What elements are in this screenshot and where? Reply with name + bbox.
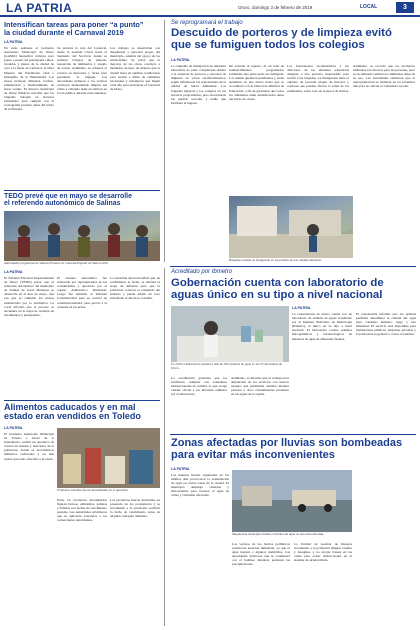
article-2-column: De acuerdo al reporte, de un total de establecimientos programados solamente una parte pudo ser fumigada. Los demás quedaron pendientes y serán atendidos en una nueva fecha que se coordinará con la Dirección Distrital de Educación, a fin de garantizar que todos los ambientes estén desinfectados antes del inicio de clases. xyxy=(229,64,284,101)
section-name: LOCAL xyxy=(360,4,378,10)
article-4-photo xyxy=(171,306,289,362)
headline-line: Descuido de porteros y de limpieza evitó xyxy=(171,27,392,39)
page-number: 3 xyxy=(396,2,414,13)
fumigation-photo-icon xyxy=(229,196,353,258)
article-6-column: Las intensas lluvias registradas en los últimos días provocaron la acumulación de agua en varias zonas de la ciudad. El municipio desplegó cisternas y motobombas para evacuar el agua de calles y viviendas afectadas. xyxy=(171,473,229,498)
article-1-column: Se prioriza la ruta del Carnaval, desde la avenida Cívica hasta el Santuario del Socavón, donde se realizan trabajos de pintado, reposición de luminarias y arreglo de aceras. Asimismo, se refuerza el control en mercados y ferias para garantizar la higiene. Las autoridades pidieron a los vecinos colaborar manteniendo limpias sus calles y evitando dejar escombros en la vía pública durante estas semanas. xyxy=(57,46,107,96)
headline-line: estado eran vendidos en Toledo xyxy=(4,411,141,422)
article-6-column: La Unidad de Gestión de Riesgos recomendó a la población limpiar canales y desagües, y no arrojar basura en las calles para evitar obstrucciones en el sistema de alcantarillado. xyxy=(294,542,352,563)
article-6-tag: LA PATRIA xyxy=(171,467,190,471)
expired-food-photo-icon xyxy=(57,428,160,488)
section-divider xyxy=(170,434,416,435)
column-divider xyxy=(164,20,165,262)
article-5-caption: Productos vencidos fueron decomisados en el operativo. xyxy=(57,488,129,492)
section-divider xyxy=(4,400,160,401)
article-1-tag: LA PATRIA xyxy=(4,40,23,44)
article-6-column: Los vecinos de los barrios periféricos solicitaron atención inmediata, ya que el agua ingresó a algunos domicilios. Las autoridades indicaron que se continuará con el bombeo mientras persistan las precipitaciones. xyxy=(232,542,290,567)
article-4-column: El responsable informó que los análisis permiten determinar la calidad del agua para consumo humano, riego y uso industrial. El servicio está disponible para instituciones públicas, empresas privadas y la población en general a costos accesibles. xyxy=(356,312,416,337)
article-6-photo xyxy=(232,470,352,532)
article-2-column: Asimismo, se recordó que los productos utilizados son inocuos para las personas, pero se recomienda ventilar los ambientes antes de su uso. Las autoridades señalaron que la reprogramación se realizará en los próximos días para no afectar el calendario escolar. xyxy=(353,64,415,89)
article-4-caption: En 2018 el laboratorio atendió a más de 200 usuarios de agua en los 35 municipios de Oruro. xyxy=(171,362,283,370)
article-2-caption: Brigadas realizan la fumigación en los predios de una unidad educativa. xyxy=(229,258,322,262)
headline-line: el referendo autonómico de Salinas xyxy=(4,200,121,208)
article-5-column: Los productos fueron destruidos en presencia de los propietarios y se recomendó a la población verificar la fecha de vencimiento antes de adquirir cualquier alimento. xyxy=(110,498,160,519)
flood-pumping-photo-icon xyxy=(232,470,352,532)
headline-line: Intensifican tareas para poner “a punto” xyxy=(4,20,144,29)
article-5-tag: LA PATRIA xyxy=(4,426,23,430)
article-3-photo xyxy=(4,211,160,261)
article-2-column: Los funcionarios recomendaron a los directores de las unidades educativas designar a una persona responsable para recibir a las brigadas. La fumigación tiene el objetivo de prevenir plagas de insectos y roedores que pueden afectar la salud de los estudiantes, sobre todo en la época de lluvias. xyxy=(287,64,349,93)
section-divider xyxy=(170,266,416,267)
newspaper-logo: LA PATRIA xyxy=(6,1,73,15)
dateline: Oruro, domingo 3 de febrero de 2019 xyxy=(238,5,313,10)
article-3-column: El estatuto autonómico fue elaborado por representantes de las comunidades y aprobado por el órgano deliberativo municipal. Luego fue remitido al Tribunal Constitucional para su control de constitucionalidad, paso previo a la consulta en las urnas. xyxy=(57,276,107,309)
article-3-column: El Tribunal Electoral Departamental de Oruro (TEDO) prevé que el referendo autonómico del municipio de Salinas de Garci Mendoza se desarrolle en el mes de mayo, una vez que se cumplan los plazos establecidos por la normativa. La vocal informó que el proceso se encuentra en la etapa de revisión de documentos y presupuesto. xyxy=(4,276,54,317)
authorities-photo-icon xyxy=(4,211,160,261)
article-3-column: La autoridad electoral señaló que, de confirmarse la fecha, se iniciará la etapa de difusión para que la población conozca el contenido del estatuto y pueda emitir un voto informado el día de la consulta. xyxy=(110,276,160,301)
article-4-column: La Gobernación de Oruro cuenta con un laboratorio de análisis de aguas acreditado por el Instituto Boliviano de Metrología (Ibmetro), el único en su tipo a nivel nacional. El laboratorio realiza estudios fisicoquímicos y bacteriológicos de muestras de agua de diferentes fuentes. xyxy=(292,312,352,341)
article-6-caption: Maquinaria municipal realiza el bombeo de agua en una zona afectada. xyxy=(232,532,325,536)
article-4-column: Asimismo, se informó que se trabaja en la ampliación de los servicios con nuevos equipos que permitirán analizar metales pesados y otros contaminantes presentes en las aguas de la región. xyxy=(231,376,289,397)
headline-line: la ciudad durante el Carnaval 2019 xyxy=(4,27,124,37)
article-4-column: La acreditación garantiza que los resultados cumplen con estándares internacionales de calidad, lo que otorga validez oficial a los informes emitidos por el laboratorio. xyxy=(171,376,227,397)
article-2-column: La campaña de fumigación de unidades educativas no pudo completarse debido a la ausencia de porteros y personal de limpieza en varios establecimientos, según informaron los responsables de la unidad de Salud Ambiental. Las brigadas llegaron a los colegios en los horarios programados, pero encontraron las puertas cerradas y nadie que facilitara el ingreso. xyxy=(171,64,226,105)
article-2-kicker: Se reprogramará el trabajo xyxy=(171,20,243,26)
section-divider xyxy=(4,190,160,191)
column-divider xyxy=(164,268,165,626)
article-3-tag: LA PATRIA xyxy=(4,270,23,274)
article-1-column: Los trabajos se desarrollan con maquinaria y personal propio del municipio, además del apoyo de las subalcaldías. Se prevé que la mayoría de las obras concluya a mediados de mes, de manera que la ciudad luzca en óptimas condiciones para recibir a miles de visitantes nacionales y extranjeros que llegan cada año para presenciar el Carnaval de Oruro. xyxy=(110,46,160,91)
article-2-headline xyxy=(171,28,417,52)
article-3-caption: Autoridades originarias de Salinas firmaron la Consulta Popular de Marzo 2019. xyxy=(4,261,109,265)
article-5-photo xyxy=(57,428,160,488)
article-5-column: Entre los productos decomisados figuran lácteos, embutidos, galletas y bebidas con fechas de vencimiento pasadas. Las autoridades advirtieron que se aplicarán sanciones a los comerciantes reincidentes. xyxy=(57,498,107,523)
headline-line: para evitar más inconvenientes xyxy=(171,448,335,461)
headline-line: TEDO prevé que en mayo se desarrolle xyxy=(4,193,132,200)
article-4-kicker: Acreditado por Ibmetro xyxy=(171,269,233,275)
article-6-headline xyxy=(171,438,417,461)
headline-line: Gobernación cuenta con laboratorio de xyxy=(171,277,384,289)
article-1-headline xyxy=(4,21,160,36)
laboratory-photo-icon xyxy=(171,306,289,362)
article-2-tag: LA PATRIA xyxy=(171,58,190,62)
article-5-headline xyxy=(4,403,160,422)
article-4-headline xyxy=(171,278,417,302)
headline-line: aguas único en su tipo a nivel nacional xyxy=(171,288,383,301)
article-5-column: El Gobierno Autónomo Municipal de Toledo, a través de la Intendencia, realizó un operativo de control en tiendas y mercados de la población, donde se decomisaron alimentos caducados y en mal estado que eran ofrecidos a la venta. xyxy=(4,432,54,461)
article-1-column: En estas semanas el Gobierno Autónomo Municipal de Oruro (GAMO) intensifica trabajos para poner a punto las principales calles, avenidas y plazas de la ciudad de cara a la fiesta de Carnaval, la Obra Maestra del Patrimonio Oral e Intangible de la Humanidad. Las tareas incluyen limpieza, bacheo, señalización y mantenimiento de áreas verdes. El director municipal de Obras Públicas informó que las brigadas trabajan en horarios extendidos para cumplir con el cronograma previsto antes del inicio de la Entrada. xyxy=(4,46,54,112)
article-3-headline xyxy=(4,193,160,208)
headline-line: Zonas afectadas por lluvias son bombeadas xyxy=(171,437,403,449)
headline-line: que se fumiguen todos los colegios xyxy=(171,38,365,51)
headline-line: Alimentos caducados y en mal xyxy=(4,402,136,412)
article-2-photo xyxy=(229,196,353,258)
article-4-tag: LA PATRIA xyxy=(292,306,311,310)
